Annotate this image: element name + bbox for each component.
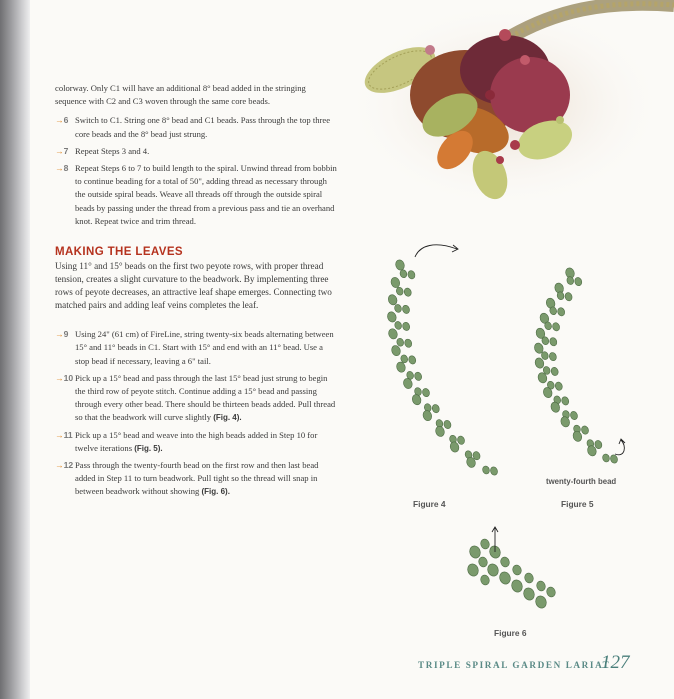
running-title: TRIPLE SPIRAL GARDEN LARIAT — [418, 660, 611, 670]
thread-arrow — [615, 439, 625, 455]
bead — [535, 580, 546, 592]
figure-reference: (Fig. 5). — [134, 443, 163, 453]
section-heading: MAKING THE LEAVES — [55, 246, 183, 259]
step-number: →8 — [55, 163, 69, 174]
bead — [386, 311, 397, 324]
step-11 — [55, 429, 337, 455]
bead — [557, 307, 566, 317]
bead — [554, 381, 563, 391]
bead — [404, 338, 413, 348]
figure-6-caption: Figure 6 — [494, 628, 527, 638]
bead — [466, 562, 480, 577]
book-spine-shadow — [0, 0, 30, 699]
bead — [443, 419, 452, 429]
bead — [434, 425, 445, 438]
step-12 — [55, 459, 337, 499]
bead — [566, 276, 575, 286]
bead — [394, 304, 403, 314]
bead — [479, 538, 490, 550]
step-number: →6 — [55, 115, 69, 126]
figure-5-label: twenty-fourth bead — [546, 477, 617, 486]
bead — [411, 393, 422, 406]
bead — [559, 415, 570, 428]
step-8 — [55, 162, 337, 228]
bead — [498, 570, 512, 585]
beaded-leaf-photo — [355, 0, 674, 210]
step-text: Repeat Steps 6 to 7 to build length to the spiral. Unwind thread from bobbin to continue beading for a total of 50", adding thread as necessary through the outside spiral beads. Weave all threads off through the outside spiral beads by passing under the thread from a previous pass and tie an overhand knot. Repeat twice and trim thread. — [75, 163, 337, 226]
step-text: Using 24" (61 cm) of FireLine, string twenty-six beads alternating between 15° and 11° beads in C1. Start with 15° and end with an 11° bead. Use a stop bead if necessary, leaving a 6" tail. — [75, 329, 334, 366]
figure-4-caption: Figure 4 — [413, 499, 446, 509]
figure-6-diagram — [455, 522, 565, 617]
step-text: Switch to C1. String one 8° bead and C1 beads. Pass through the top three core beads and the 8° bead just strung. — [75, 115, 331, 139]
bead — [414, 371, 423, 381]
step-number: →11 — [55, 429, 73, 440]
figure-5-caption: Figure 5 — [561, 499, 594, 509]
bead — [510, 578, 524, 593]
intro-paragraph: Using 11° and 15° beads on the first two peyote rows, with proper thread tension, creates a slight curvature to the beadwork. By implementing three rows of peyote decreases, an attractive leaf shape emerges. Connecting two matched pairs and adding leaf veins completes the leaf. — [55, 261, 332, 311]
bead — [511, 564, 522, 576]
figure-reference: (Fig. 6). — [201, 487, 230, 497]
step-text: Repeat Steps 3 and 4. — [75, 145, 150, 156]
page-number: 127 — [601, 652, 630, 673]
thread-arrow — [415, 245, 458, 257]
bead — [548, 352, 557, 362]
bead — [407, 270, 416, 280]
bead — [602, 453, 611, 463]
step-6 — [55, 114, 337, 140]
bead — [387, 293, 398, 306]
bead — [402, 321, 411, 331]
bead — [479, 574, 490, 586]
bead — [401, 304, 410, 314]
step-number: →9 — [55, 329, 69, 340]
bead — [477, 556, 488, 568]
step-text: Pick up a 15° bead and pass through the last 15° bead just strung to begin the third row of peyote stitch. Continue adding a 15° bead and passing through every other bead. There should be thirteen beads added. Pull thread so that the beadwork will curve slightly — [75, 372, 336, 423]
bead — [499, 556, 510, 568]
bead — [431, 404, 440, 414]
bead — [522, 586, 536, 601]
bead — [550, 366, 559, 376]
step-number: →12 — [55, 460, 74, 471]
bead — [394, 321, 403, 331]
step-7 — [55, 145, 337, 158]
body-text-column — [55, 82, 337, 503]
bead — [574, 276, 583, 286]
bead — [421, 387, 430, 397]
bead — [580, 425, 589, 435]
bead — [468, 544, 482, 559]
step-10 — [55, 372, 337, 425]
bead — [551, 322, 560, 332]
bead — [482, 465, 491, 475]
step-9 — [55, 328, 337, 368]
bead — [572, 430, 583, 443]
figure-5-diagram — [495, 258, 645, 478]
step-number: →10 — [55, 372, 74, 383]
opening-paragraph: colorway. Only C1 will have an additional 8° bead added in the stringing sequence with C2 and C3 woven through the same core beads. — [55, 83, 306, 107]
bead — [569, 410, 578, 420]
bead — [534, 594, 548, 609]
step-text: Pass through the twenty-fourth bead on the first row and then last bead added in Step 11 to turn beadwork. Pull tight so the thread will snap in between beadwork without showing — [75, 460, 319, 497]
bead — [486, 562, 500, 577]
bead — [408, 355, 417, 365]
bead — [403, 287, 412, 297]
bead — [545, 586, 556, 598]
bead — [422, 409, 433, 422]
bead — [394, 259, 405, 272]
figure-reference: (Fig. 4). — [213, 413, 242, 423]
step-text: Pick up a 15° bead and weave into the high beads added in Step 10 for twelve iterations — [75, 429, 318, 453]
bead — [549, 337, 558, 347]
bead — [523, 572, 534, 584]
figure-4-diagram — [365, 235, 505, 485]
bead — [561, 396, 570, 406]
step-number: →7 — [55, 145, 69, 156]
bead — [609, 454, 618, 464]
bead — [564, 292, 573, 302]
